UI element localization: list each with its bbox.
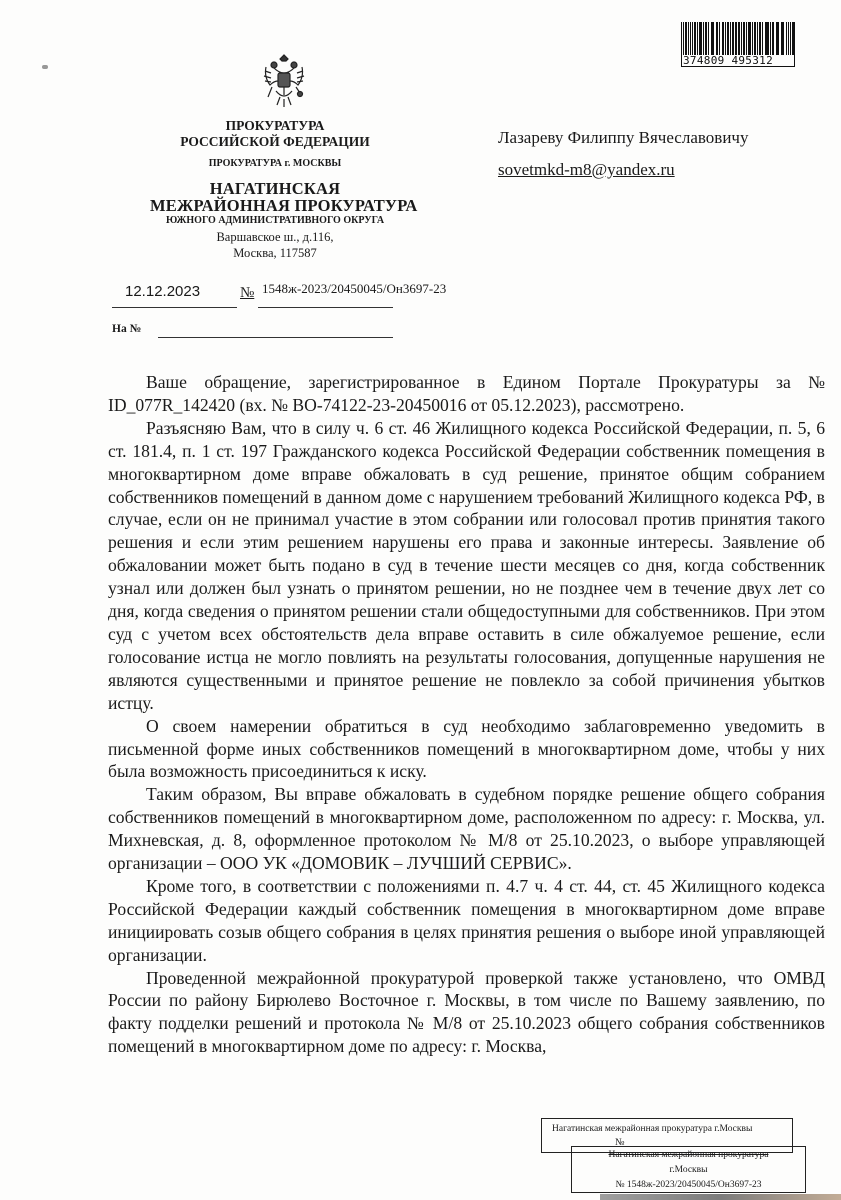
barcode [683,22,841,67]
body-paragraph: Кроме того, в соответствии с положениями п. 4.7 ч. 4 ст. 44, ст. 45 Жилищного кодекса Российской Федерации каждый собственник помещения в многоквартирном доме вправе инициировать созыв общего собрания в целях принятия решения о выборе иной управляющей организации. [108,875,825,965]
letterhead-line-1: ПРОКУРАТУРА [225,118,325,133]
date-underline [112,307,237,308]
letterhead-org-name-2: МЕЖРАЙОННАЯ ПРОКУРАТУРА [150,196,418,215]
body-paragraph: Разъясняю Вам, что в силу ч. 6 ст. 46 Жилищного кодекса Российской Федерации, п. 5, 6 ст. 181.4, п. 1 ст. 197 Гражданского кодекса Российской Федерации собственник помещения в многоквартирном доме вправе обжаловать в суд решение, принятое общим собранием собственников помещений в данном доме с нарушением требований Жилищного кодекса РФ, в случае, если он не принимал участие в этом собрании или голосовал против принятия такого решения и если этим решением нарушены его права и законные интересы. Заявление об обжаловании может быть подано в суд в течение шести месяцев со дня, когда собственник узнал или должен был узнать о принятом решении, но не позднее чем в течение двух лет со дня, когда сведения о принятом решении стали общедоступными для собственников. При этом суд с учетом всех обстоятельств дела вправе оставить в силе обжалуемое решение, если голосование истца не могло повлиять на результаты голосования, допущенные нарушения не являются существенными и принятое решение не повлекло за собой причинения убытков истцу. [108,417,825,713]
letterhead-org-name-1: НАГАТИНСКАЯ [209,179,341,198]
stamp2-org: Нагатинская межрайонная прокуратура [608,1150,769,1160]
number-sign: № [240,285,255,301]
in-reply-label: На № [112,323,142,335]
stamp1-number-sign: № [615,1137,625,1148]
in-reply-underline [158,337,393,338]
letterhead-line-2: РОССИЙСКОЙ ФЕДЕРАЦИИ [180,134,370,149]
scan-edge-shadow [600,1194,841,1200]
letterhead-line-3: ПРОКУРАТУРА г. МОСКВЫ [208,158,342,169]
body-paragraph: Ваше обращение, зарегистрированное в Едином Портале Прокуратуры за № ID_077R_142420 (вх. № ВО-74122-23-20450016 от 05.12.2023), рассмотрено. [108,372,825,415]
body-paragraph: О своем намерении обратиться в суд необходимо заблаговременно уведомить в письменной форме иных собственников помещений в многоквартирном доме, чтобы у них была возможность присоединиться к иску. [108,715,825,782]
stamp2-number: № 1548ж-2023/20450045/Он3697-23 [615,1180,762,1190]
stamp1-org: Нагатинская межрайонная прокуратура г.Москвы [552,1124,753,1134]
double-headed-eagle-emblem-icon [262,53,306,109]
scan-speck [42,65,48,69]
barcode-gap [794,22,795,55]
body-paragraph: Таким образом, Вы вправе обжаловать в судебном порядке решение общего собрания собственников помещений в многоквартирном доме, расположенном по адресу: г. Москва, ул. Михневская, д. 8, оформленное протоколом № М/8 от 25.10.2023, о выборе управляющей организации – ООО УК «ДОМОВИК – ЛУЧШИЙ СЕРВИС». [108,784,825,874]
registration-stamp-2 [571,1146,806,1193]
stamp2-city: г.Москвы [669,1165,708,1175]
letterhead-district: ЮЖНОГО АДМИНИСТРАТИВНОГО ОКРУГА [165,215,385,226]
barcode-number: 374809 495312 [683,54,773,67]
number-underline [258,307,393,308]
letter-body [108,371,825,1058]
document-date: 12.12.2023 [125,283,201,300]
body-paragraph: Проведенной межрайонной прокуратурой проверкой также установлено, что ОМВД России по району Бирюлево Восточное г. Москвы, в том числе по Вашему заявлению, по факту подделки решений и протокола № М/8 от 25.10.2023 общего собрания собственников помещений в многоквартирном доме по адресу: г. Москва, [108,967,825,1057]
recipient-email-link[interactable]: sovetmkd-m8@yandex.ru [498,160,675,179]
letterhead-address-2: Москва, 117587 [233,246,317,260]
letterhead-address-1: Варшавское ш., д.116, [216,230,334,244]
recipient-name: Лазареву Филиппу Вячеславовичу [498,128,749,147]
document-number: 1548ж-2023/20450045/Он3697-23 [262,281,447,296]
barcode-bars [683,22,795,55]
